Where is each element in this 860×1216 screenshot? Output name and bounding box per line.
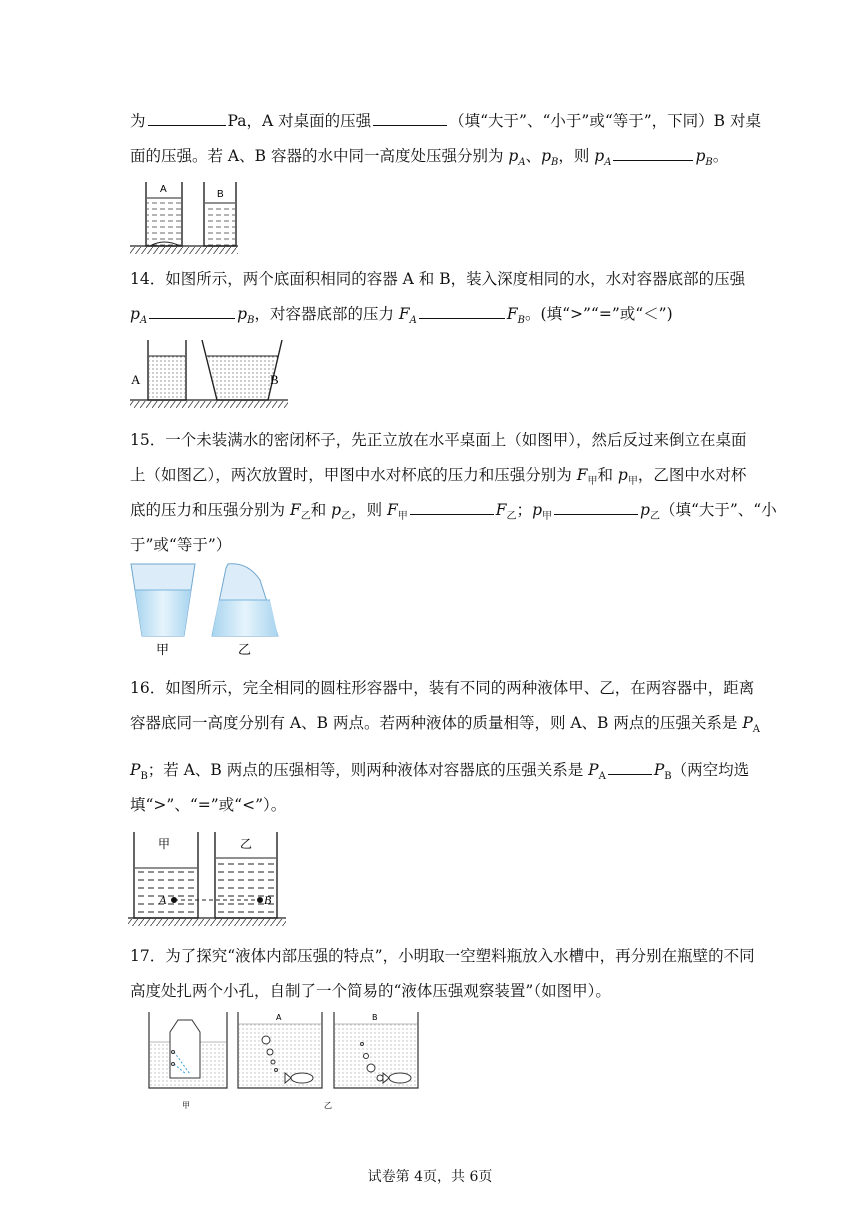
q15-blank-2[interactable] xyxy=(554,500,638,515)
q16-label-yi: 乙 xyxy=(240,837,253,851)
q14-blank-2[interactable] xyxy=(419,304,505,319)
q13-label-a: A xyxy=(160,184,167,195)
q14-figure xyxy=(128,336,288,410)
q13-blank-1[interactable] xyxy=(148,111,226,126)
q17-line-2: 高度处扎两个小孔，自制了一个简易的“液体压强观察装置”（如图甲）。 xyxy=(130,982,611,1000)
q15-line-4: 于”或“等于”） xyxy=(130,536,232,554)
q16-line-2: 容器底同一高度分别有 A、B 两点。若两种液体的质量相等，则 A、B 两点的压强关系是 $P_A$ xyxy=(130,714,760,736)
q15-label-yi: 乙 xyxy=(238,643,252,658)
q17-label-b: B xyxy=(372,1013,378,1022)
q15-blank-1[interactable] xyxy=(410,500,494,515)
q16-line-1: 16．如图所示，完全相同的圆柱形容器中，装有不同的两种液体甲、乙，在两容器中，距离 xyxy=(130,679,755,697)
q13-line-2: 面的压强。若 A、B 容器的水中同一高度处压强分别为 $p_A$、$p_B$，则 $p_A$ $p_B$。 xyxy=(130,147,729,169)
q16-figure xyxy=(128,828,288,928)
q13-figure xyxy=(128,176,238,258)
q13-label-b: B xyxy=(217,189,224,200)
q16-point-a-label: A xyxy=(159,893,167,907)
q17-line-1: 17．为了探究“液体内部压强的特点”，小明取一空塑料瓶放入水槽中，再分别在瓶壁的不同 xyxy=(130,947,755,965)
q16-point-b-label: B xyxy=(264,893,272,907)
q17-label-yi: 乙 xyxy=(324,1101,332,1110)
q15-label-jia: 甲 xyxy=(156,643,170,658)
q13-blank-2[interactable] xyxy=(373,111,447,126)
q17-label-jia: 甲 xyxy=(182,1101,190,1110)
q16-point-b xyxy=(257,897,263,903)
q15-figure xyxy=(128,560,288,660)
q13-line-1: 为 Pa，A 对桌面的压强 （填“大于”、“小于”或“等于”，下同）B 对桌 xyxy=(130,112,761,130)
q14-line-1: 14．如图所示，两个底面积相同的容器 A 和 B，装入深度相同的水，水对容器底部的压强 xyxy=(130,270,746,288)
q15-line-3: 底的压力和压强分别为 $F_乙$和 $p_乙$，则 $F_甲$ $F_乙$；$p_甲$ $p_乙$（填“大于”、“小 xyxy=(130,501,777,523)
q15-line-2: 上（如图乙），两次放置时，甲图中水对杯底的压力和压强分别为 $F_甲$和 $p_甲$，乙图中水对杯 xyxy=(130,466,747,488)
q16-line-3: $P_B$；若 A、B 两点的压强相等，则两种液体对容器底的压强关系是 $P_A$ $P_B$（两空均选 xyxy=(130,761,750,783)
q16-label-jia: 甲 xyxy=(158,837,171,851)
q16-point-a xyxy=(171,897,177,903)
q13-blank-3[interactable] xyxy=(613,146,693,161)
q17-label-a: A xyxy=(276,1013,282,1022)
q14-line-2: $p_A$ $p_B$，对容器底部的压力 $F_A$ $F_B$。(填“>”“=”或“＜”) xyxy=(130,305,673,327)
q14-label-b: B xyxy=(270,372,279,387)
q14-blank-1[interactable] xyxy=(149,304,235,319)
q16-line-4: 填“>”、“=”或“<”）。 xyxy=(130,796,287,814)
q15-line-1: 15．一个未装满水的密闭杯子，先正立放在水平桌面上（如图甲），然后反过来倒立在桌面 xyxy=(130,431,747,449)
q16-blank-2[interactable] xyxy=(608,760,652,775)
q14-label-a: A xyxy=(131,372,141,387)
page-footer: 试卷第 4页，共 6页 xyxy=(367,1169,493,1185)
q17-figure xyxy=(146,1008,426,1114)
